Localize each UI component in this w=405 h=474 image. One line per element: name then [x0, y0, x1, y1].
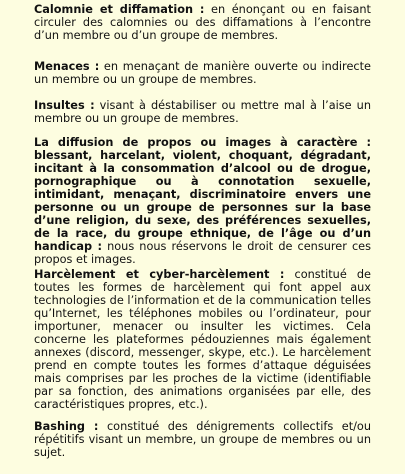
rule-text: constitué de toutes les formes de harcèlement qui font appel aux technologies de l’information et de la communication telles qu’Internet, les téléphones mobiles ou l’ordinateur, pour importuner, menacer ou insulter les victimes. Cela concerne les plateformes pédouziennes mais également annexes (discord, messenger, skype, etc.). Le harcèlement prend en compte toutes les formes d’attaque déguisées mais comprises par les proches de la victime (identifiable par sa fonction, des animations organisées par elle, des caractéristiques propres, etc.).	[34, 268, 371, 411]
rule-bashing	[34, 420, 371, 459]
rule-menaces	[34, 60, 371, 86]
rule-harcelement	[34, 268, 371, 411]
rule-text: nous nous réservons le droit de censurer ces propos et images.	[34, 240, 371, 266]
rule-insultes	[34, 99, 371, 125]
rule-title: Insultes :	[34, 99, 95, 112]
rule-text: constitué des dénigrements collectifs et/ou répétitifs visant un membre, un groupe de membres ou un sujet.	[34, 420, 371, 459]
rule-title: Bashing :	[34, 420, 99, 433]
rule-title: Harcèlement et cyber-harcèlement :	[34, 268, 285, 281]
rule-title: La diffusion de propos ou images à caractère : blessant, harcelant, violent, choquant, dégradant, incitant à la consommation d’alcool ou de drogue, pornographique ou à connotation sexuelle, intimidant, menaçant, discriminatoire envers une personne ou un groupe de personnes sur la base d’une religion, du sexe, des préférences sexuelles, de la race, du groupe ethnique, de l’âge ou d’un handicap :	[34, 136, 371, 253]
rule-diffusion	[34, 136, 371, 266]
rule-text: en menaçant de manière ouverte ou indirecte un membre ou un groupe de membres.	[34, 60, 371, 86]
rule-calomnie	[34, 3, 371, 42]
rule-text: en énonçant ou en faisant circuler des calomnies ou des diffamations à l’encontre d’un membre ou d’un groupe de membres.	[34, 3, 371, 42]
rule-title: Menaces :	[34, 60, 100, 73]
rule-title: Calomnie et diffamation :	[34, 3, 205, 16]
rule-text: visant à déstabiliser ou mettre mal à l’aise un membre ou un groupe de membres.	[34, 99, 371, 125]
